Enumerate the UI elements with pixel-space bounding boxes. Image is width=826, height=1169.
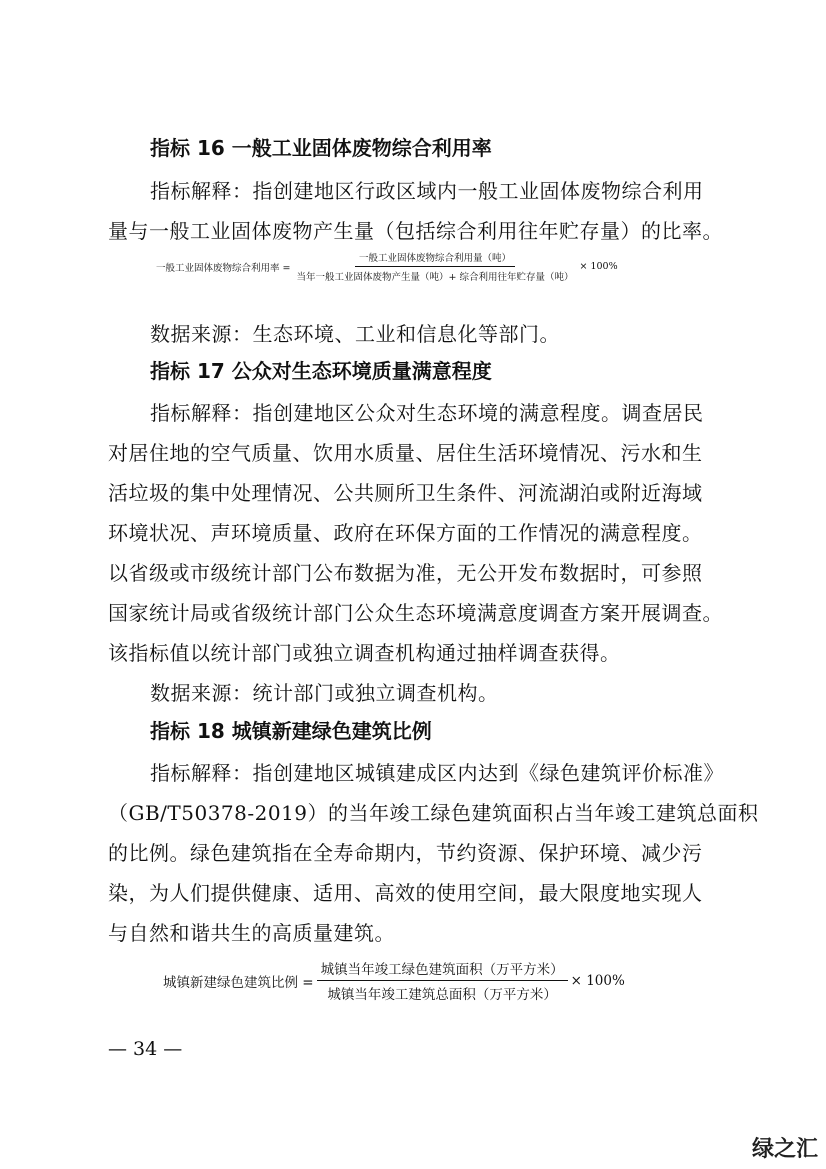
formula-18-multiplier: × 100%: [570, 972, 625, 989]
formula-18-numerator: 城镇当年竣工绿色建筑面积（万平方米）: [317, 958, 568, 981]
heading-indicator-18: 指标 18 城镇新建绿色建筑比例: [150, 719, 432, 743]
explanation-18-line-4: 染，为人们提供健康、适用、高效的使用空间，最大限度地实现人: [108, 881, 703, 905]
explanation-16-line-1: 指标解释：指创建地区行政区域内一般工业固体废物综合利用: [150, 179, 704, 203]
source-16: 数据来源：生态环境、工业和信息化等部门。: [150, 322, 560, 346]
explanation-16-line-2: 量与一般工业固体废物产生量（包括综合利用往年贮存量）的比率。: [108, 219, 723, 243]
explanation-18-line-5: 与自然和谐共生的高质量建筑。: [108, 921, 395, 945]
formula-18-denominator: 城镇当年竣工建筑总面积（万平方米）: [327, 987, 557, 1003]
formula-16: [156, 250, 618, 283]
explanation-17-line-1: 指标解释：指创建地区公众对生态环境的满意程度。调查居民: [150, 401, 704, 425]
formula-18-fraction: [317, 958, 568, 1003]
heading-indicator-17: 指标 17 公众对生态环境质量满意程度: [150, 359, 492, 383]
page-number: — 34 —: [108, 1038, 183, 1060]
source-17: 数据来源：统计部门或独立调查机构。: [150, 681, 499, 705]
explanation-18-line-3: 的比例。绿色建筑指在全寿命期内，节约资源、保护环境、减少污: [108, 841, 703, 865]
formula-16-multiplier: × 100%: [579, 261, 618, 272]
explanation-17-line-4: 环境状况、声环境质量、政府在环保方面的工作情况的满意程度。: [108, 521, 703, 545]
explanation-18-line-1: 指标解释：指创建地区城镇建成区内达到《绿色建筑评价标准》: [150, 761, 724, 785]
explanation-17-line-3: 活垃圾的集中处理情况、公共厕所卫生条件、河流湖泊或附近海域: [108, 481, 703, 505]
watermark-logo: 绿之汇: [751, 1137, 818, 1162]
heading-indicator-16: 指标 16 一般工业固体废物综合利用率: [150, 136, 492, 160]
explanation-17-line-5: 以省级或市级统计部门公布数据为准，无公开发布数据时，可参照: [108, 561, 703, 585]
explanation-18-line-2: （GB/T50378-2019）的当年竣工绿色建筑面积占当年竣工建筑总面积: [108, 801, 759, 825]
formula-16-lhs: 一般工业固体废物综合利用率 =: [156, 262, 291, 274]
formula-16-denominator: 当年一般工业固体废物产生量（吨）+ 综合利用往年贮存量（吨）: [296, 272, 574, 283]
explanation-17-line-2: 对居住地的空气质量、饮用水质量、居住生活环境情况、污水和生: [108, 441, 703, 465]
formula-16-fraction: [292, 250, 577, 283]
formula-16-numerator: 一般工业固体废物综合利用量（吨）: [355, 250, 515, 267]
formula-18-lhs: 城镇新建绿色建筑比例 =: [163, 974, 314, 991]
formula-18: [163, 958, 625, 1003]
explanation-17-line-7: 该指标值以统计部门或独立调查机构通过抽样调查获得。: [108, 641, 621, 665]
explanation-17-line-6: 国家统计局或省级统计部门公众生态环境满意度调查方案开展调查。: [108, 601, 723, 625]
